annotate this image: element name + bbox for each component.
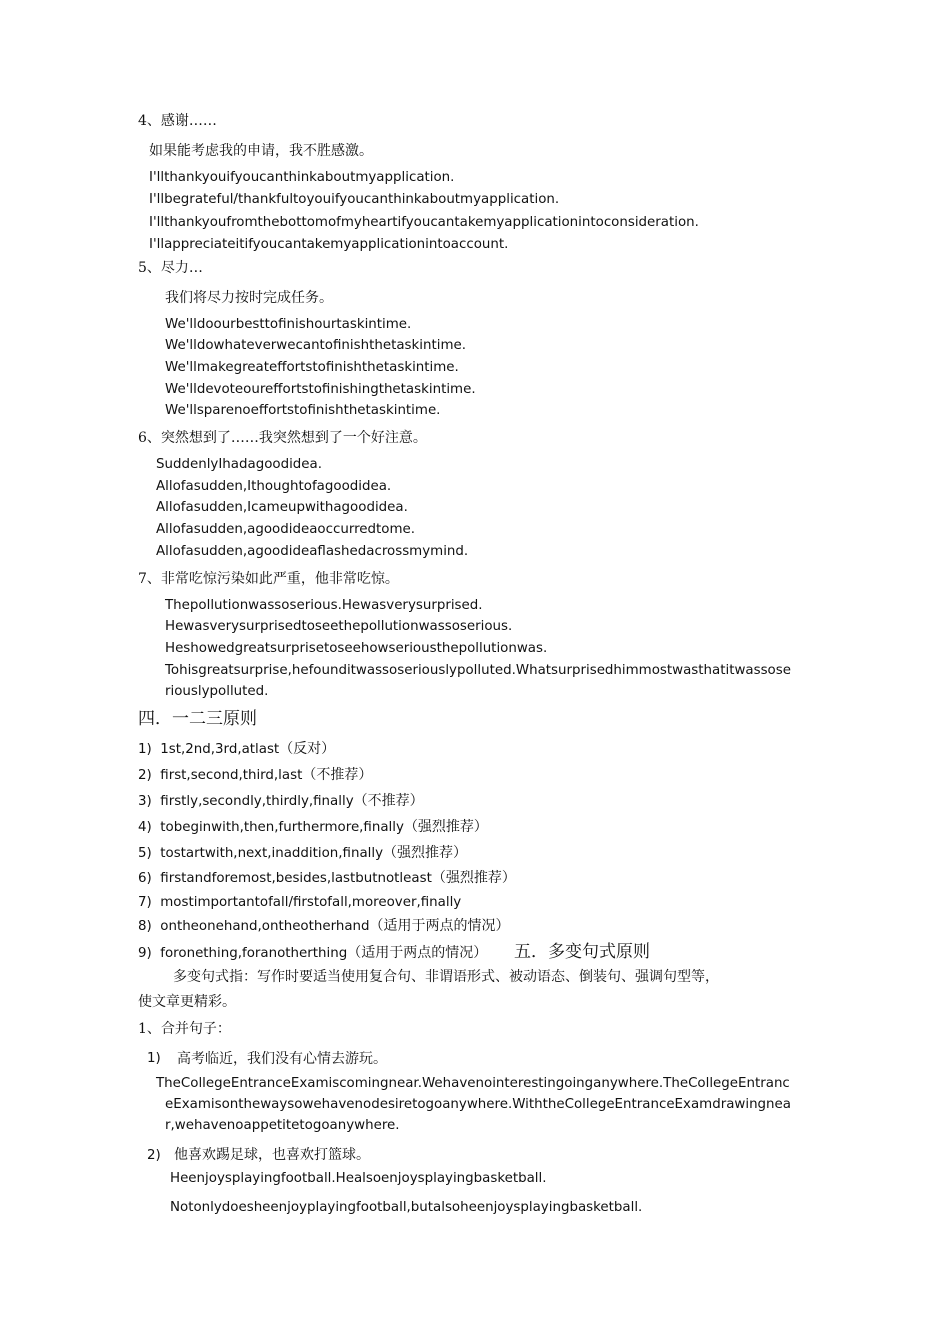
list-item-number: 4) [138,820,152,835]
section-5-title: 5、尽力… [138,260,203,276]
list-item-note: （强烈推荐） [403,819,488,835]
list-item [138,917,510,936]
example-line: Notonlydoesheenjoyplayingfootball,butalsoheenjoysplayingbasketball. [170,1200,643,1215]
section-6-line: SuddenlyIhadagoodidea. [156,457,323,472]
example-line: r,wehavenoappetitetogoanywhere. [165,1118,400,1133]
part-5-description: 多变句式指：写作时要适当使用复合句、非谓语形式、被动语态、倒装句、强调句型等， [173,969,719,985]
list-item-number: 3) [138,794,152,809]
list-item [138,740,335,759]
list-item-text: tobeginwith,then,furthermore,finally [160,820,404,835]
list-item [138,944,487,963]
list-item [138,818,488,837]
section-7-line: Heshowedgreatsurprisetoseehowseriousthepollutionwas. [165,641,548,656]
section-5-chinese: 我们将尽力按时完成任务。 [165,290,333,306]
list-item-text: firstandforemost,besides,lastbutnotleast [160,871,432,886]
section-4-line: I'llthankyoufromthebottomofmyheartifyoucantakemyapplicationintoconsideration. [149,215,699,230]
example-chinese: 他喜欢踢足球，也喜欢打篮球。 [174,1147,370,1163]
list-item [138,792,424,811]
list-item-number: 5) [138,846,152,861]
list-item [138,844,467,863]
list-item-text: ontheonehand,ontheotherhand [160,919,370,934]
example-number: 2) [147,1148,161,1163]
section-7-line: Hewasverysurprisedtoseethepollutionwassoserious. [165,619,513,634]
list-item-number: 1) [138,742,152,757]
section-5-line: We'lldevoteoureffortstofinishingthetaskintime. [165,382,476,397]
list-item [138,766,372,785]
list-item-number: 7) [138,895,152,910]
example-line: TheCollegeEntranceExamiscomingnear.Wehavenointerestingoinganywhere.TheCollegeEntranc [156,1076,790,1091]
section-6-title: 6、突然想到了……我突然想到了一个好注意。 [138,430,427,446]
section-5-line: We'llsparenoeffortstofinishthetaskintime. [165,403,441,418]
list-item-note: （强烈推荐） [383,845,468,861]
list-item-text: 1st,2nd,3rd,atlast [160,742,280,757]
list-item-note: （强烈推荐） [431,870,516,886]
list-item-note: （适用于两点的情况） [347,945,488,961]
part-5-description-cont: 使文章更精彩。 [138,994,236,1010]
section-4-line: I'llbegrateful/thankfultoyouifyoucanthinkaboutmyapplication. [149,192,560,207]
section-4-title: 4、感谢…… [138,113,217,129]
list-item-note: （适用于两点的情况） [369,918,510,934]
section-6-line: Allofasudden,Icameupwithagoodidea. [156,500,408,515]
section-4-line: I'llappreciateitifyoucantakemyapplicationintoaccount. [149,237,509,252]
list-item-text: firstly,secondly,thirdly,finally [160,794,354,809]
example-line: Heenjoysplayingfootball.Healsoenjoysplayingbasketball. [170,1171,547,1186]
section-7-line: Thepollutionwassoserious.Hewasverysurprised. [165,598,483,613]
example-chinese: 高考临近，我们没有心情去游玩。 [177,1051,387,1067]
section-5-line: We'lldowhateverwecantofinishthetaskintime. [165,338,466,353]
section-6-line: Allofasudden,agoodideaflashedacrossmymind. [156,544,469,559]
list-item-number: 8) [138,919,152,934]
list-item [138,893,461,912]
part-4-heading: 四．一二三原则 [138,709,257,729]
list-item-number: 2) [138,768,152,783]
section-7-title: 7、非常吃惊污染如此严重，他非常吃惊。 [138,571,399,587]
list-item-text: first,second,third,last [160,768,303,783]
list-item-note: （不推荐） [302,767,373,783]
example-line: eExamisonthewaysowehavenodesiretogoanywhere.WiththeCollegeEntranceExamdrawingnea [165,1097,791,1112]
list-item-text: tostartwith,next,inaddition,finally [160,846,384,861]
section-6-line: Allofasudden,agoodideaoccurredtome. [156,522,416,537]
section-4-chinese: 如果能考虑我的申请，我不胜感激。 [149,143,373,159]
section-4-line: I'llthankyouifyoucanthinkaboutmyapplication. [149,170,455,185]
part-5-subheading: 1、合并句子： [138,1021,231,1037]
list-item-text: foronething,foranotherthing [160,946,348,961]
section-5-line: We'llmakegreateffortstofinishthetaskintime. [165,360,459,375]
list-item-text: mostimportantofall/firstofall,moreover,finally [160,895,462,910]
part-5-heading: 五．多变句式原则 [514,942,650,962]
list-item-note: （不推荐） [353,793,424,809]
example-number: 1) [147,1051,161,1066]
list-item-number: 6) [138,871,152,886]
section-6-line: Allofasudden,Ithoughtofagoodidea. [156,479,392,494]
list-item-note: （反对） [279,741,336,757]
section-5-line: We'lldoourbesttofinishourtaskintime. [165,317,412,332]
list-item-number: 9) [138,946,152,961]
list-item [138,869,516,888]
section-7-line: riouslypolluted. [165,684,269,699]
section-7-line: Tohisgreatsurprise,hefounditwassoseriouslypolluted.Whatsurprisedhimmostwasthatitwassose [165,663,791,678]
